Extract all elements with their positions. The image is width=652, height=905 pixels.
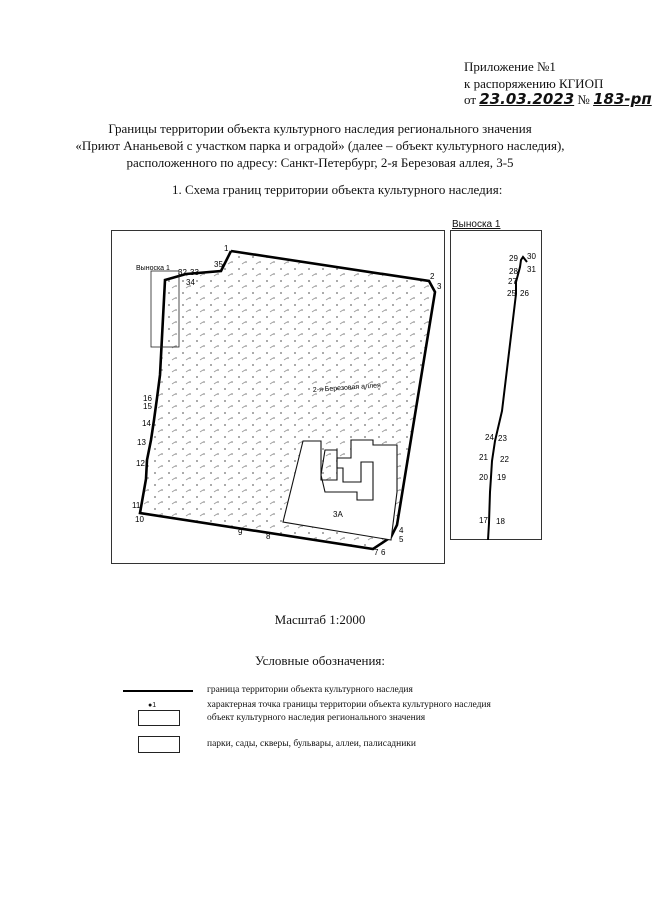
map-point-label: 8 — [266, 532, 271, 541]
map-point-label: 11 — [132, 501, 141, 510]
callout-point-label: 23 — [498, 434, 507, 443]
map-point-label: 12 — [136, 459, 145, 468]
callout-frame — [451, 231, 542, 540]
map-point-label: 1 — [224, 244, 229, 253]
legend-heading: Условные обозначения: — [254, 653, 386, 668]
street-label: 2-я Березовая аллея — [312, 382, 382, 394]
map-point-label: 9 — [238, 528, 243, 537]
order-date: 23.03.2023 — [479, 90, 575, 108]
legend-boundary-label: граница территории объекта культурного наследия — [207, 685, 413, 695]
section-heading: 1. Схема границ территории объекта культурного наследия: — [172, 182, 503, 197]
callout-point-label: 24 — [485, 433, 494, 442]
map-point-label: 10 — [135, 515, 144, 524]
map-point-label: 14 — [142, 419, 151, 428]
legend-point-symbol: ●1 — [148, 702, 157, 709]
appendix-label: Приложение №1 — [464, 59, 556, 74]
callout-point-label: 28 — [509, 267, 518, 276]
map-point-label: 13 — [137, 438, 146, 447]
order-number: 183-рп — [593, 90, 652, 108]
callout-point-label: 18 — [496, 517, 505, 526]
callout-point-label: 17 — [479, 516, 488, 525]
callout-point-label: 30 — [527, 252, 536, 261]
callout-point-label: 26 — [520, 289, 529, 298]
map-point-label: 32 — [178, 268, 187, 277]
legend-heritage-symbol — [138, 710, 180, 726]
callout-point-label: 29 — [509, 254, 518, 263]
order-date-line — [464, 92, 652, 107]
map-point-label: 7 — [374, 548, 379, 557]
map-point-label: 3 — [437, 282, 442, 291]
date-prefix: от — [464, 92, 477, 107]
title-line-2: «Приют Ананьевой с участком парка и оградой» (далее – объект культурного наследия), — [75, 138, 565, 153]
legend-parks-symbol — [138, 736, 180, 753]
callout-point-label: 20 — [479, 473, 488, 482]
callout-point-label: 31 — [527, 265, 536, 274]
callout-title: Выноска 1 — [452, 219, 501, 230]
map-point-label: 5 — [399, 535, 404, 544]
title-line-3: расположенного по адресу: Санкт-Петербург, 2-я Березовая аллея, 3-5 — [126, 155, 514, 170]
title-line-1: Границы территории объекта культурного наследия регионального значения — [108, 121, 532, 136]
callout-panel — [450, 230, 542, 540]
map-point-label: 4 — [399, 526, 404, 535]
order-reference: к распоряжению КГИОП — [464, 76, 604, 91]
map-point-label: 34 — [186, 278, 195, 287]
number-prefix: № — [577, 92, 590, 107]
map-point-label: 6 — [381, 548, 386, 557]
boundary-map — [111, 230, 445, 564]
legend-heritage-label: объект культурного наследия регионального значения — [207, 713, 426, 723]
callout-point-label: 25 — [507, 289, 516, 298]
map-point-label: 2 — [430, 272, 435, 281]
legend-parks-label: парки, сады, скверы, бульвары, аллеи, палисадники — [207, 739, 417, 749]
callout-1-map-label: Выноска 1 — [136, 265, 170, 272]
map-point-label: 33 — [190, 268, 199, 277]
legend-boundary-line-symbol — [123, 690, 193, 692]
building-number-label: 3А — [333, 510, 343, 519]
callout-point-label: 27 — [508, 277, 517, 286]
callout-point-label: 21 — [479, 453, 488, 462]
callout-point-label: 22 — [500, 455, 509, 464]
map-scale: Масштаб 1:2000 — [274, 612, 366, 627]
map-point-label: 16 — [143, 394, 152, 403]
callout-point-label: 19 — [497, 473, 506, 482]
map-point-label: 35 — [214, 260, 223, 269]
map-point-label: 15 — [143, 402, 152, 411]
legend-point-label: характерная точка границы территории объекта культурного наследия — [207, 700, 491, 710]
legend-point-symbol-number: 1 — [152, 702, 157, 709]
